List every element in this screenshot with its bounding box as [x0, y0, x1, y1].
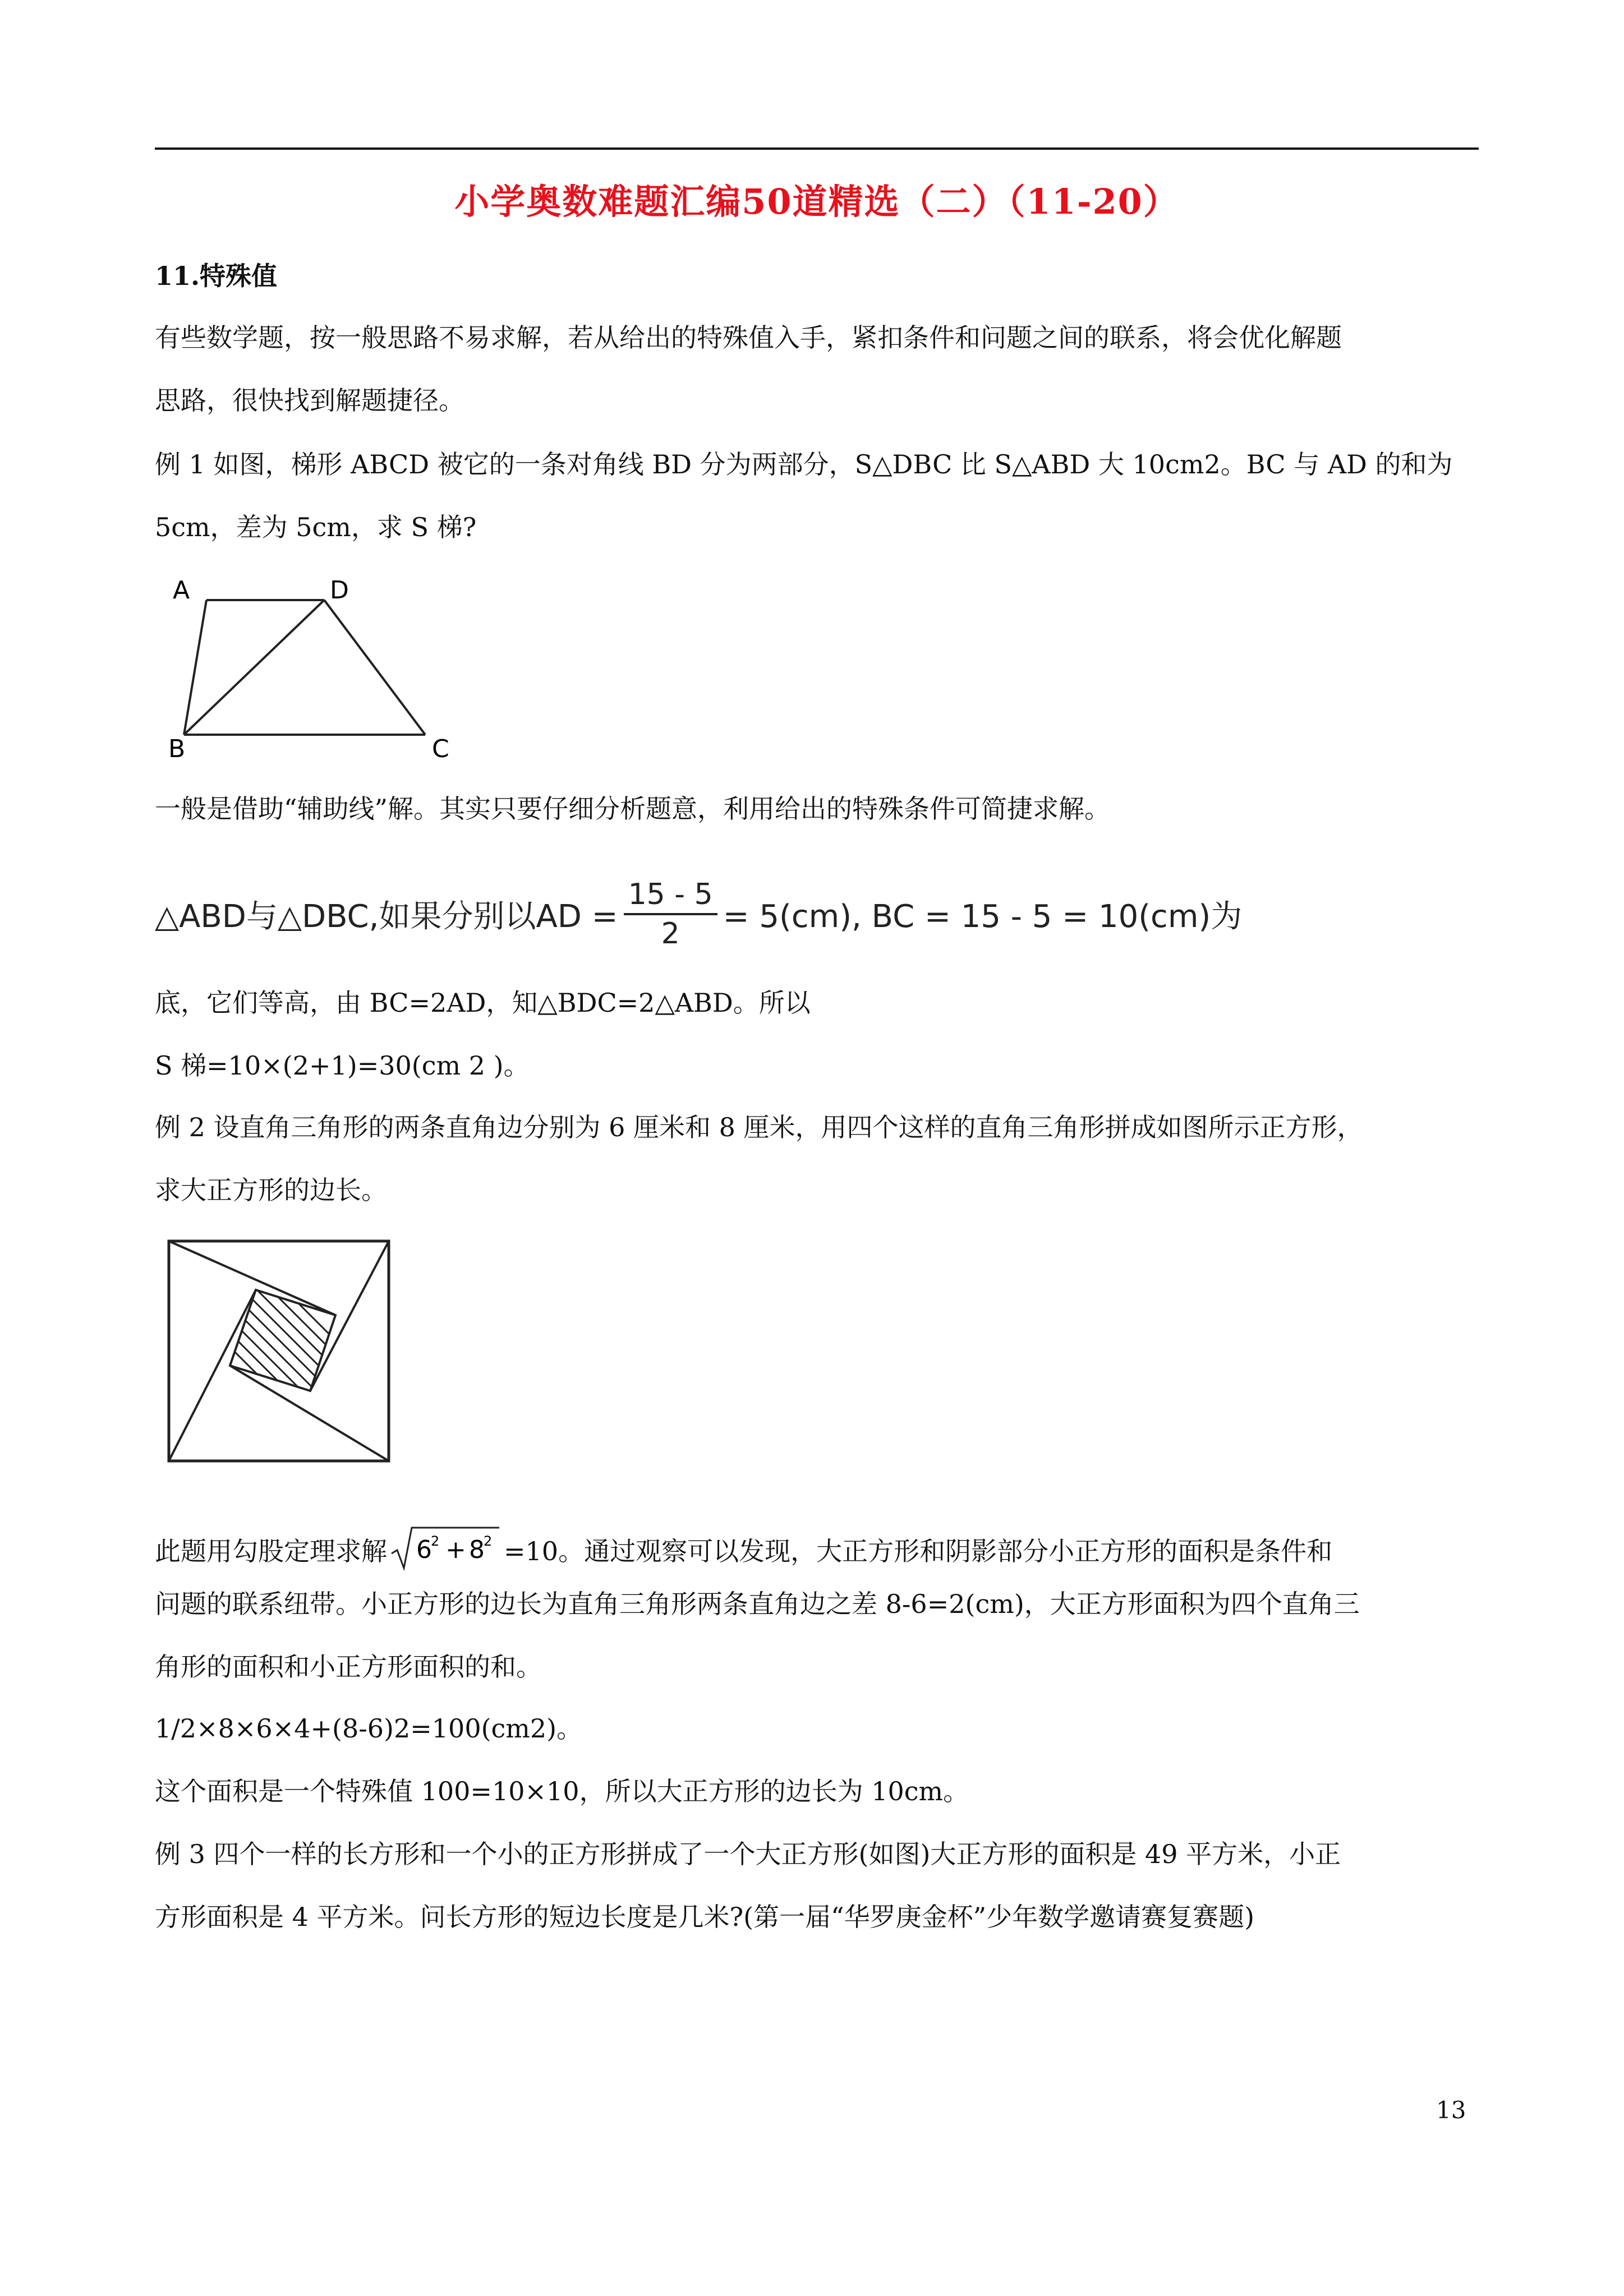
- example-2-line-6: 1/2×8×6×4+(8-6)2=100(cm2)。: [155, 1713, 583, 1744]
- example-2-line-2: 求大正方形的边长。: [155, 1175, 387, 1205]
- example-2-line-3: [155, 1524, 1479, 1583]
- paragraph-intro-line-2: 思路，很快找到解题捷径。: [155, 385, 464, 416]
- example-1-line-1: 例 1 如图，梯形 ABCD 被它的一条对角线 BD 分为两部分，S△DBC 比 S△ABD 大 10cm2。BC 与 AD 的和为: [155, 449, 1453, 480]
- trapezoid-label-a: A: [173, 576, 190, 605]
- sqrt-plus: +: [445, 1536, 466, 1564]
- paragraph-intro-line-1: 有些数学题，按一般思路不易求解，若从给出的特殊值入手，紧扣条件和问题之间的联系，将会优化解题: [155, 322, 1342, 353]
- formula-suffix: = 5(cm), BC = 15 - 5 = 10(cm)为: [723, 898, 1243, 935]
- trapezoid-figure: [168, 564, 460, 760]
- example-1-line-2: 5cm，差为 5cm，求 S 梯?: [155, 512, 477, 542]
- formula-numerator: 15 - 5: [624, 876, 717, 915]
- formula-denominator: 2: [661, 917, 680, 951]
- trapezoid-label-b: B: [168, 735, 186, 760]
- sqrt-expression: [389, 1524, 502, 1583]
- sqrt-exponent-a: 2: [431, 1533, 440, 1549]
- header-rule: [155, 147, 1479, 150]
- example-2-line-3-after: =10。通过观察可以发现，大正方形和阴影部分小正方形的面积是条件和: [504, 1536, 1333, 1566]
- example-2-line-1: 例 2 设直角三角形的两条直角边分别为 6 厘米和 8 厘米，用四个这样的直角三角形拼成如图所示正方形，: [155, 1112, 1363, 1142]
- example-2-line-3-before: 此题用勾股定理求解: [155, 1536, 387, 1566]
- formula-prefix: △ABD与△DBC,如果分别以AD =: [155, 898, 618, 935]
- sqrt-exponent-b: 2: [484, 1533, 493, 1549]
- example-2-line-7: 这个面积是一个特殊值 100=10×10，所以大正方形的边长为 10cm。: [155, 1776, 969, 1806]
- example-1-line-4: 底，它们等高，由 BC=2AD，知△BDC=2△ABD。所以: [155, 988, 811, 1018]
- trapezoid-label-d: D: [330, 576, 349, 605]
- example-3-line-1: 例 3 四个一样的长方形和一个小的正方形拼成了一个大正方形(如图)大正方形的面积是 49 平方米，小正: [155, 1839, 1341, 1869]
- example-1-line-3: 一般是借助“辅助线”解。其实只要仔细分析题意，利用给出的特殊条件可简捷求解。: [155, 794, 1111, 824]
- section-heading: 11.特殊值: [155, 261, 278, 291]
- pinwheel-square-figure: [167, 1239, 392, 1464]
- trapezoid-label-c: C: [432, 735, 449, 760]
- example-1-line-5: S 梯=10×(2+1)=30(cm 2 )。: [155, 1050, 530, 1081]
- example-2-line-4: 问题的联系纽带。小正方形的边长为直角三角形两条直角边之差 8-6=2(cm)，大正方形面积为四个直角三: [155, 1589, 1360, 1619]
- formula-fraction: [624, 876, 717, 952]
- example-3-line-2: 方形面积是 4 平方米。问长方形的短边长度是几米?(第一届“华罗庚金杯”少年数学邀请赛复赛题): [155, 1902, 1255, 1932]
- example-2-line-5: 角形的面积和小正方形面积的和。: [155, 1652, 542, 1682]
- sqrt-radicand-b: 8: [469, 1536, 485, 1564]
- formula-ad-bc: [155, 869, 1242, 959]
- page-number: 13: [1436, 2096, 1466, 2124]
- document-title: 小学奥数难题汇编50道精选（二）（11-20）: [454, 181, 1179, 222]
- sqrt-radicand-a: 6: [416, 1536, 432, 1564]
